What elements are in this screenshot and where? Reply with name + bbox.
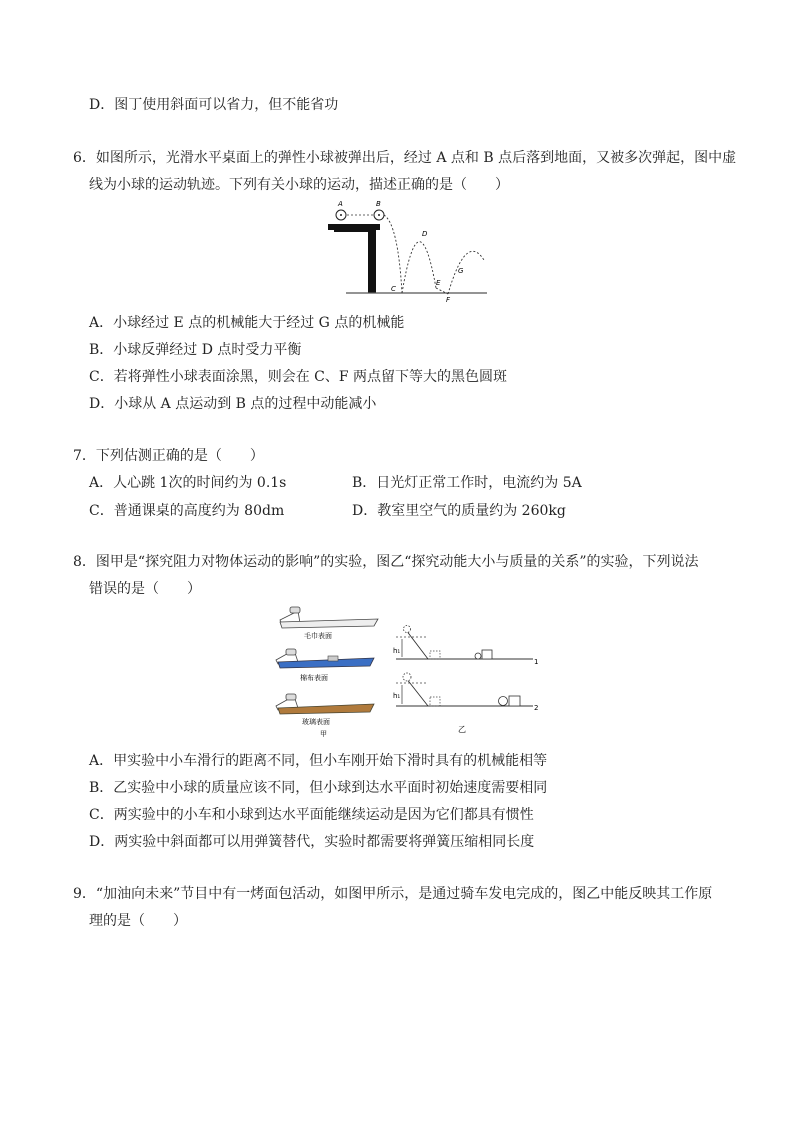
q6-label-d: D [422, 230, 428, 238]
q7-option-b: B．日光灯正常工作时，电流约为 5A [352, 475, 582, 491]
q6-label-g: G [458, 267, 464, 275]
q8-label-cotton: 棉布表面 [300, 674, 328, 682]
q9-stem-line2: 理的是（ ） [89, 913, 187, 929]
q8-setup-1 [393, 626, 538, 667]
q8-stem-line2: 错误的是（ ） [89, 581, 201, 597]
q6-label-a: A [338, 200, 343, 208]
q6-label-e: E [436, 279, 441, 287]
q5-option-d: D．图丁使用斜面可以省力，但不能省功 [89, 97, 339, 113]
q8-label-jia: 甲 [320, 730, 327, 738]
q6-label-c: C [391, 285, 396, 293]
q8-stem-line1: 8．图甲是“探究阻力对物体运动的影响”的实验，图乙“探究动能大小与质量的关系”的实验，下列说法 [73, 554, 699, 570]
q8-option-b: B．乙实验中小球的质量应该不同，但小球到达水平面时初始速度需要相同 [89, 780, 548, 796]
q7-option-d: D．教室里空气的质量约为 260kg [352, 503, 566, 519]
q6-label-f: F [446, 296, 451, 302]
q8-towel-setup [280, 607, 378, 640]
q8-label-towel: 毛巾表面 [304, 632, 332, 640]
q8-label-1: 1 [534, 658, 539, 666]
q6-figure-bouncing-ball [322, 198, 492, 302]
q6-stem-line1: 6．如图所示，光滑水平桌面上的弹性小球被弹出后，经过 A 点和 B 点后落到地面，又被多次弹起，图中虚 [73, 150, 737, 166]
q8-option-c: C．两实验中的小车和小球到达水平面能继续运动是因为它们都具有惯性 [89, 807, 534, 823]
q8-label-glass: 玻璃表面 [302, 718, 330, 726]
q9-stem-line1: 9．“加油向未来”节目中有一烤面包活动，如图甲所示，是通过骑车发电完成的，图乙中能反映其工作原 [73, 886, 713, 902]
q6-option-c: C．若将弹性小球表面涂黑，则会在 C、F 两点留下等大的黑色圆斑 [89, 369, 508, 385]
q6-option-d: D．小球从 A 点运动到 B 点的过程中动能减小 [89, 396, 377, 412]
q7-option-c: C．普通课桌的高度约为 80dm [89, 503, 285, 519]
q8-figure [268, 602, 548, 744]
q6-label-b: B [376, 200, 381, 208]
q8-option-d: D．两实验中斜面都可以用弹簧替代，实验时都需要将弹簧压缩相同长度 [89, 834, 535, 850]
q6-stem-line2: 线为小球的运动轨迹。下列有关小球的运动，描述正确的是（ ） [89, 177, 509, 193]
q8-label-yi: 乙 [458, 725, 466, 734]
q7-option-a: A．人心跳 1次的时间约为 0.1s [89, 475, 287, 491]
q8-setup-2 [393, 673, 538, 734]
q8-label-h1-upper: h₁ [393, 647, 401, 655]
q8-label-h1-lower: h₁ [393, 692, 401, 700]
q6-option-b: B．小球反弹经过 D 点时受力平衡 [89, 342, 302, 358]
q8-glass-setup [276, 694, 374, 738]
q8-label-2: 2 [534, 704, 539, 712]
q7-stem: 7．下列估测正确的是（ ） [73, 448, 264, 464]
q8-option-a: A．甲实验中小车滑行的距离不同，但小车刚开始下滑时具有的机械能相等 [89, 753, 548, 769]
q8-cotton-setup [276, 649, 374, 682]
q6-option-a: A．小球经过 E 点的机械能大于经过 G 点的机械能 [89, 315, 405, 331]
